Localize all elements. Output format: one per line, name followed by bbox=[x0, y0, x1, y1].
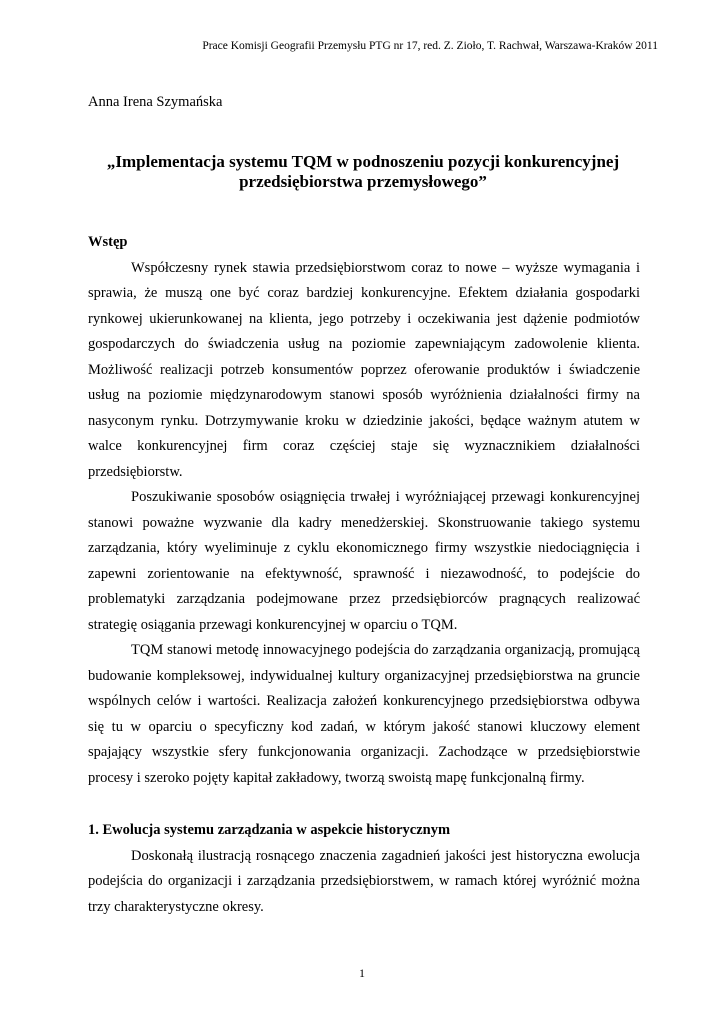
running-header: Prace Komisji Geografii Przemysłu PTG nr 17, red. Z. Zioło, T. Rachwał, Warszawa-Kraków 2011 bbox=[202, 40, 658, 52]
page-number: 1 bbox=[359, 966, 365, 980]
title-line-1: „Implementacja systemu TQM w podnoszeniu pozycji konkurencyjnej bbox=[106, 152, 620, 171]
intro-paragraph-3: TQM stanowi metodę innowacyjnego podejścia do zarządzania organizacją, promującą budowanie kompleksowej, indywidualnej kultury organizacyjnej przedsiębiorstwa na gruncie wspólnych celów i wartości. Realizacja założeń konkurencyjnego przedsiębiorstwa odbywa się tu w oparciu o specyficzny kod zadań, w którym jakość stanowi kluczowy element spajający wszystkie sfery funkcjonowania organizacji. Zachodzące w przedsiębiorstwie procesy i szeroko pojęty kapitał zakładowy, tworzą swoistą mapę funkcjonalną firmy. bbox=[88, 642, 640, 786]
section-1-heading: 1. Ewolucja systemu zarządzania w aspekcie historycznym bbox=[88, 822, 451, 838]
intro-paragraph-1: Współczesny rynek stawia przedsiębiorstwom coraz to nowe – wyższe wymagania i sprawia, że muszą one być coraz bardziej konkurencyjne. Efektem działania gospodarki rynkowej ukierunkowanej na klienta, jego potrzeby i oczekiwania jest dążenie podmiotów gospodarczych do świadczenia usług na poziomie zapewniającym zadowolenie klienta. Możliwość realizacji potrzeb konsumentów poprzez oferowanie produktów i świadczenie usług na poziomie międzynarodowym stanowi sposób wyróżnienia działalności firmy na nasyconym rynku. Dotrzymywanie kroku w dziedzinie jakości, będące ważnym atutem w walce konkurencyjnej firm coraz częściej staje się wyznacznikiem działalności przedsiębiorstw. bbox=[88, 259, 640, 480]
intro-paragraph-2: Poszukiwanie sposobów osiągnięcia trwałej i wyróżniającej przewagi konkurencyjnej stanowi poważne wyzwanie dla kadry menedżerskiej. Skonstruowanie takiego systemu zarządzania, który wyeliminuje z cyklu ekonomicznego firmy wszystkie niedociągnięcia i zapewni zorientowanie na efektywność, sprawność i niezawodność, to podejście do problematyki zarządzania podejmowane przez przedsiębiorców pragnących realizować strategię osiągania przewagi konkurencyjnej w oparciu o TQM. bbox=[88, 489, 640, 633]
author-name: Anna Irena Szymańska bbox=[88, 94, 223, 110]
title-line-2: przedsiębiorstwa przemysłowego” bbox=[239, 172, 487, 191]
intro-heading: Wstęp bbox=[88, 234, 128, 250]
article-body bbox=[88, 230, 640, 920]
article-title bbox=[88, 152, 638, 192]
section-1-paragraph-1: Doskonałą ilustracją rosnącego znaczenia zagadnień jakości jest historyczna ewolucja podejścia do organizacji i zarządzania przedsiębiorstwem, w ramach której wyróżnić można trzy charakterystyczne okresy. bbox=[88, 847, 640, 915]
